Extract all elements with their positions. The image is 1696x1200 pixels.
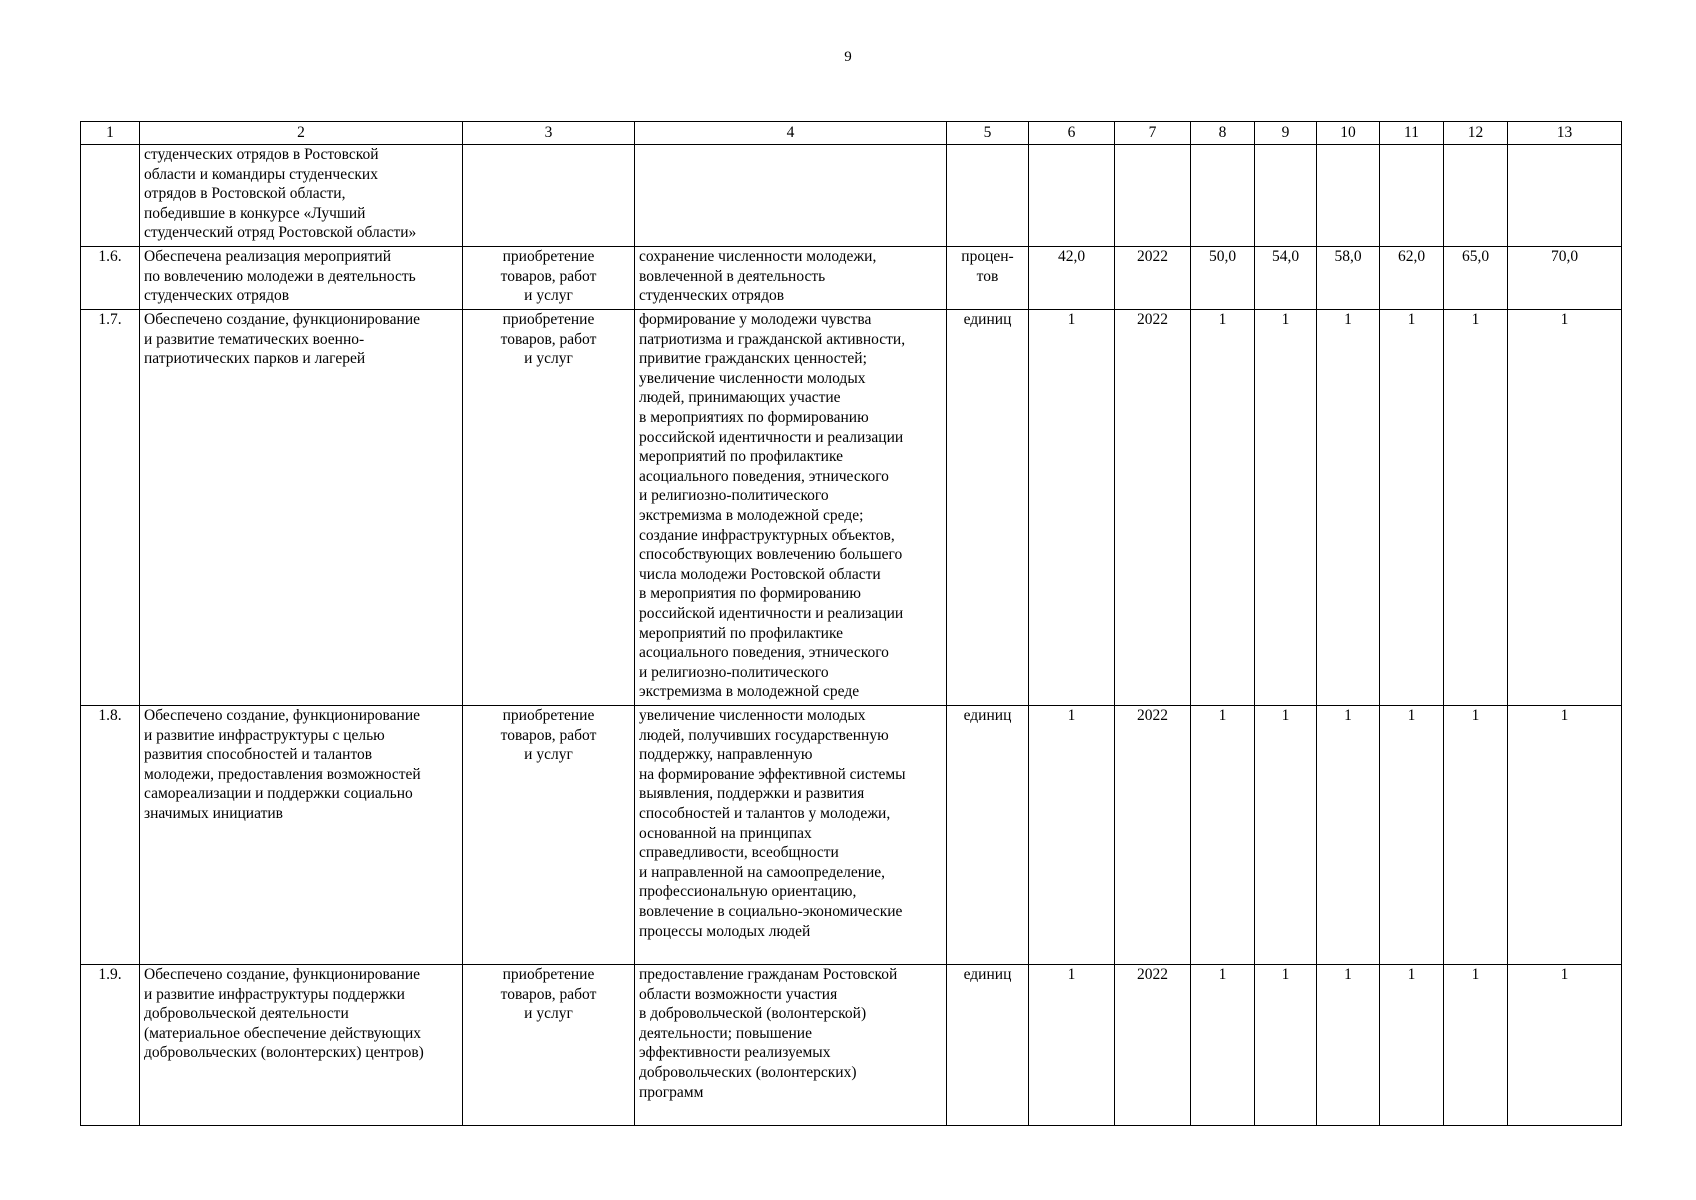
- base-value-cell: [1029, 145, 1115, 247]
- indicator-description: сохранение численности молодежи, вовлеченной в деятельность студенческих отрядов: [639, 248, 877, 305]
- base-year-cell: [1115, 706, 1191, 965]
- unit: процен- тов: [961, 248, 1014, 285]
- table-row: [81, 706, 1622, 965]
- value-year-1-cell: [1191, 965, 1255, 1126]
- value-year-3: 58,0: [1334, 248, 1362, 265]
- column-header: 8: [1191, 122, 1255, 145]
- value-year-2-cell: [1255, 247, 1317, 310]
- value-year-5-cell: [1444, 965, 1508, 1126]
- unit-cell: [947, 310, 1029, 706]
- value-year-2: 1: [1281, 966, 1290, 983]
- unit-cell: [947, 145, 1029, 247]
- base-year: 2022: [1137, 248, 1168, 265]
- row-number-cell: [81, 310, 140, 706]
- column-header: 9: [1255, 122, 1317, 145]
- column-header: 4: [635, 122, 947, 145]
- value-year-2-cell: [1255, 145, 1317, 247]
- indicators-table: [80, 121, 1622, 1126]
- table-row: [81, 247, 1622, 310]
- column-header: 12: [1444, 122, 1508, 145]
- unit-cell: [947, 706, 1029, 965]
- row-number: 1.9.: [98, 966, 122, 983]
- row-number-cell: [81, 145, 140, 247]
- value-year-4-cell: [1380, 145, 1444, 247]
- indicator-description-cell: [635, 247, 947, 310]
- indicator-description-cell: [635, 965, 947, 1126]
- row-number: 1.6.: [98, 248, 122, 265]
- base-value-cell: [1029, 310, 1115, 706]
- result-description: Обеспечено создание, функционирование и развитие инфраструктуры поддержки добровольческой деятельности (материальное обеспечение действующих добровольческих (волонтерских) центров): [144, 966, 424, 1062]
- expense-type-cell: [463, 965, 635, 1126]
- unit: единиц: [963, 966, 1012, 983]
- value-year-4: 1: [1407, 966, 1416, 983]
- result-description: студенческих отрядов в Ростовской области и командиры студенческих отрядов в Ростовской области, победившие в конкурсе «Лучший студенческий отряд Ростовской области»: [144, 146, 417, 242]
- indicator-description: увеличение численности молодых людей, получивших государственную поддержку, направленную на формирование эффективной системы выявления, поддержки и развития способностей и талантов у молодежи, основанной на принципах справедливости, всеобщности и направленной на самоопределение, профессиональную ориентацию, вовлечение в социально-экономические процессы молодых людей: [639, 707, 906, 940]
- table-row: [81, 145, 1622, 247]
- expense-type-cell: [463, 145, 635, 247]
- base-year-cell: [1115, 310, 1191, 706]
- column-header: 2: [140, 122, 463, 145]
- value-year-2-cell: [1255, 706, 1317, 965]
- expense-type: приобретение товаров, работ и услуг: [500, 966, 597, 1023]
- result-description-cell: [140, 965, 463, 1126]
- value-year-6-cell: [1508, 247, 1622, 310]
- value-year-1: 1: [1218, 707, 1227, 724]
- value-year-6-cell: [1508, 965, 1622, 1126]
- value-year-4-cell: [1380, 706, 1444, 965]
- column-header: 1: [81, 122, 140, 145]
- value-year-2: 54,0: [1271, 248, 1300, 265]
- value-year-5: 1: [1471, 966, 1480, 983]
- row-number: 1.7.: [98, 311, 122, 328]
- base-year: 2022: [1137, 707, 1168, 724]
- row-number-cell: [81, 965, 140, 1126]
- value-year-5: 1: [1471, 707, 1480, 724]
- value-year-2: 1: [1281, 311, 1290, 328]
- value-year-1: 50,0: [1208, 248, 1237, 265]
- row-number-cell: [81, 247, 140, 310]
- value-year-6-cell: [1508, 145, 1622, 247]
- row-number-cell: [81, 706, 140, 965]
- unit-cell: [947, 247, 1029, 310]
- value-year-5-cell: [1444, 706, 1508, 965]
- expense-type-cell: [463, 706, 635, 965]
- value-year-1-cell: [1191, 706, 1255, 965]
- result-description: Обеспечено создание, функционирование и развитие тематических военно- патриотических парков и лагерей: [144, 311, 420, 368]
- base-year-cell: [1115, 247, 1191, 310]
- value-year-6: 1: [1560, 966, 1569, 983]
- value-year-1: 1: [1218, 311, 1227, 328]
- value-year-3: 1: [1344, 966, 1352, 983]
- result-description-cell: [140, 706, 463, 965]
- unit: единиц: [963, 311, 1012, 328]
- value-year-4: 1: [1407, 311, 1416, 328]
- unit: единиц: [963, 707, 1012, 724]
- result-description: Обеспечена реализация мероприятий по вовлечению молодежи в деятельность студенческих отрядов: [144, 248, 416, 305]
- result-description-cell: [140, 310, 463, 706]
- table-row: [81, 965, 1622, 1126]
- value-year-3: 1: [1344, 311, 1352, 328]
- value-year-6-cell: [1508, 706, 1622, 965]
- value-year-3-cell: [1317, 247, 1380, 310]
- table-row: [81, 310, 1622, 706]
- base-value: 1: [1067, 311, 1076, 328]
- base-year-cell: [1115, 965, 1191, 1126]
- indicator-description: предоставление гражданам Ростовской области возможности участия в добровольческой (волонтерской) деятельности; повышение эффективности реализуемых добровольческих (волонтерских) программ: [639, 966, 898, 1101]
- value-year-4: 62,0: [1397, 248, 1426, 265]
- value-year-1: 1: [1218, 966, 1227, 983]
- base-value-cell: [1029, 965, 1115, 1126]
- value-year-6: 70,0: [1550, 248, 1579, 265]
- base-year-cell: [1115, 145, 1191, 247]
- value-year-5: 1: [1471, 311, 1480, 328]
- row-number: 1.8.: [98, 707, 122, 724]
- value-year-5: 65,0: [1461, 248, 1490, 265]
- column-header: 7: [1115, 122, 1191, 145]
- column-header: 10: [1317, 122, 1380, 145]
- base-value-cell: [1029, 247, 1115, 310]
- indicator-description-cell: [635, 145, 947, 247]
- value-year-4: 1: [1407, 707, 1416, 724]
- column-header: 13: [1508, 122, 1622, 145]
- base-value-cell: [1029, 706, 1115, 965]
- column-header: 11: [1380, 122, 1444, 145]
- result-description: Обеспечено создание, функционирование и развитие инфраструктуры с целью развития способностей и талантов молодежи, предоставления возможностей самореализации и поддержки социально значимых инициатив: [144, 707, 421, 822]
- result-description-cell: [140, 145, 463, 247]
- expense-type: приобретение товаров, работ и услуг: [500, 311, 597, 368]
- base-value: 1: [1067, 707, 1076, 724]
- value-year-2-cell: [1255, 965, 1317, 1126]
- indicator-description: формирование у молодежи чувства патриотизма и гражданской активности, привитие гражданских ценностей; увеличение численности молодых людей, принимающих участие в мероприятиях по формированию российской идентичности и реализации мероприятий по профилактике асоциального поведения, этнического и религиозно-политического экстремизма в молодежной среде; создание инфраструктурных объектов, способствующих вовлечению большего числа молодежи Ростовской области в мероприятия по формированию российской идентичности и реализации мероприятий по профилактике асоциального поведения, этнического и религиозно-политического экстремизма в молодежной среде: [639, 311, 906, 701]
- value-year-1-cell: [1191, 247, 1255, 310]
- result-description-cell: [140, 247, 463, 310]
- value-year-5-cell: [1444, 310, 1508, 706]
- value-year-3-cell: [1317, 310, 1380, 706]
- value-year-6: 1: [1560, 311, 1569, 328]
- base-year: 2022: [1137, 311, 1168, 328]
- value-year-5-cell: [1444, 145, 1508, 247]
- value-year-6-cell: [1508, 310, 1622, 706]
- value-year-3-cell: [1317, 145, 1380, 247]
- header-row: [81, 122, 1622, 145]
- indicator-description-cell: [635, 706, 947, 965]
- column-header: 3: [463, 122, 635, 145]
- indicator-description-cell: [635, 310, 947, 706]
- value-year-1-cell: [1191, 310, 1255, 706]
- column-header: 5: [947, 122, 1029, 145]
- value-year-4-cell: [1380, 965, 1444, 1126]
- expense-type-cell: [463, 310, 635, 706]
- page-number: 9: [844, 49, 852, 65]
- base-value: 42,0: [1057, 248, 1086, 265]
- value-year-3: 1: [1344, 707, 1352, 724]
- expense-type-cell: [463, 247, 635, 310]
- value-year-2-cell: [1255, 310, 1317, 706]
- value-year-5-cell: [1444, 247, 1508, 310]
- value-year-3-cell: [1317, 706, 1380, 965]
- expense-type: приобретение товаров, работ и услуг: [500, 707, 597, 764]
- value-year-2: 1: [1281, 707, 1290, 724]
- value-year-1-cell: [1191, 145, 1255, 247]
- value-year-3-cell: [1317, 965, 1380, 1126]
- base-value: 1: [1067, 966, 1076, 983]
- value-year-4-cell: [1380, 247, 1444, 310]
- unit-cell: [947, 965, 1029, 1126]
- column-header: 6: [1029, 122, 1115, 145]
- value-year-6: 1: [1560, 707, 1569, 724]
- base-year: 2022: [1137, 966, 1168, 983]
- value-year-4-cell: [1380, 310, 1444, 706]
- expense-type: приобретение товаров, работ и услуг: [500, 248, 597, 305]
